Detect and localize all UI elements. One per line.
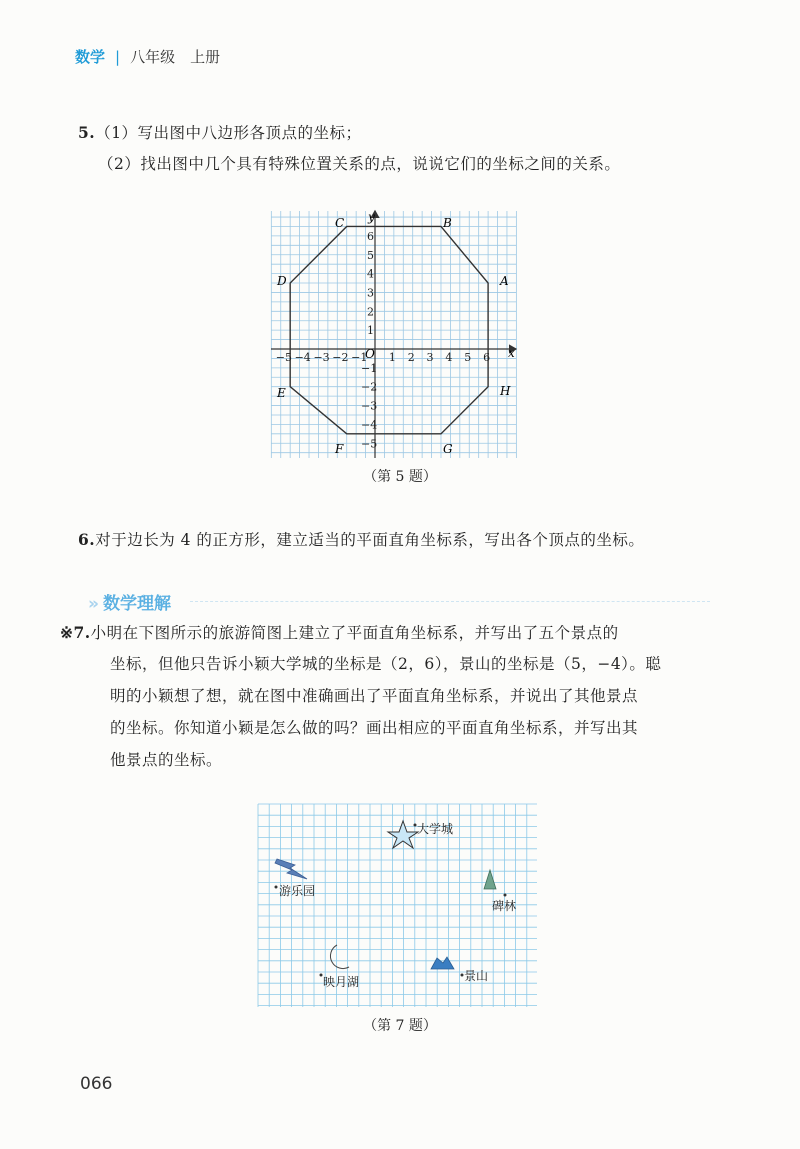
y-tick-label: 4 (367, 267, 374, 281)
x-axis-label: x (508, 346, 515, 360)
header-grade: 八年级 上册 (130, 48, 221, 66)
x-tick-label: 1 (388, 351, 396, 364)
x-tick-label: −2 (332, 351, 349, 364)
y-tick-label: −2 (361, 380, 378, 394)
y-tick-label: 3 (367, 286, 374, 300)
question-7-line1 (60, 618, 619, 648)
y-tick-label: 5 (367, 248, 374, 262)
question-6 (78, 525, 644, 555)
section-title-text: 数学理解 (102, 594, 171, 614)
amusement-point (275, 886, 278, 889)
grid-lines (271, 211, 516, 458)
section-divider (190, 601, 710, 602)
vertex-D: D (277, 274, 287, 288)
tree-icon (484, 870, 496, 889)
x-tick-label: 2 (407, 351, 415, 364)
x-tick-label: 3 (426, 351, 434, 364)
question-5-number: 5. (78, 123, 96, 142)
x-tick-label: 5 (464, 351, 472, 364)
vertex-B: B (443, 216, 452, 230)
label-lake: 映月湖 (323, 975, 360, 989)
y-tick-label: 6 (367, 229, 374, 243)
forest-point (504, 894, 507, 897)
mountain-icon (431, 957, 454, 969)
figure-7-caption: （第 7 题） (363, 1018, 437, 1034)
x-tick-label: 6 (483, 351, 491, 364)
y-axis-label: y (368, 210, 375, 224)
page-header (75, 46, 220, 67)
y-tick-label: −3 (361, 399, 378, 413)
vertex-F: F (335, 442, 344, 456)
figure-5-caption: （第 5 题） (363, 469, 437, 485)
label-university: 大学城 (417, 822, 454, 836)
header-separator: | (115, 48, 121, 66)
question-6-number: 6. (78, 530, 96, 549)
label-amusement: 游乐园 (279, 884, 316, 898)
question-7-text-3: 明的小颖想了想，就在图中准确画出了平面直角坐标系，并说出了其他景点 (110, 687, 639, 705)
y-tick-label: 1 (367, 324, 374, 338)
origin-label: O (365, 347, 375, 361)
vertex-H: H (500, 384, 511, 398)
question-7-text-1: 小明在下图所示的旅游简图上建立了平面直角坐标系，并写出了五个景点的 (90, 624, 619, 642)
x-tick-label: 4 (445, 351, 453, 364)
x-tick-label: −4 (294, 351, 311, 364)
question-5-part2: （2）找出图中几个具有特殊位置关系的点，说说它们的坐标之间的关系。 (98, 155, 621, 173)
question-7-text-2: 坐标，但他只告诉小颖大学城的坐标是（2，6），景山的坐标是（5，−4）。聪 (110, 655, 662, 673)
question-7-text-4: 的坐标。你知道小颖是怎么做的吗？画出相应的平面直角坐标系，并写出其 (110, 719, 639, 737)
y-tick-label: −1 (361, 361, 378, 375)
question-5-line1 (78, 118, 362, 148)
vertex-G: G (443, 442, 453, 456)
moon-icon (330, 945, 349, 969)
question-6-text: 对于边长为 4 的正方形，建立适当的平面直角坐标系，写出各个顶点的坐标。 (95, 531, 645, 549)
label-mountain: 景山 (464, 969, 489, 983)
page-number: 066 (80, 1074, 113, 1094)
y-tick-label: −5 (361, 437, 378, 451)
label-forest: 碑林 (492, 899, 517, 913)
lightning-icon (275, 859, 307, 879)
question-7-number: ※7. (60, 623, 91, 642)
x-tick-label: −1 (351, 351, 368, 364)
y-tick-label: −4 (361, 418, 378, 432)
header-subject: 数学 (75, 48, 106, 66)
vertex-C: C (335, 216, 345, 230)
x-tick-label: −5 (275, 351, 292, 364)
figure-5-octagon-grid (265, 205, 530, 467)
question-5-part1: （1）写出图中八边形各顶点的坐标； (95, 124, 362, 142)
section-title (88, 589, 171, 614)
vertex-E: E (277, 386, 286, 400)
chevron-right-icon: » (88, 594, 99, 614)
figure-7-tourist-map (257, 803, 542, 1011)
vertex-A: A (500, 274, 509, 288)
y-tick-label: 2 (367, 305, 374, 319)
question-7-text-5: 他景点的坐标。 (110, 751, 223, 769)
x-tick-label: −3 (313, 351, 330, 364)
